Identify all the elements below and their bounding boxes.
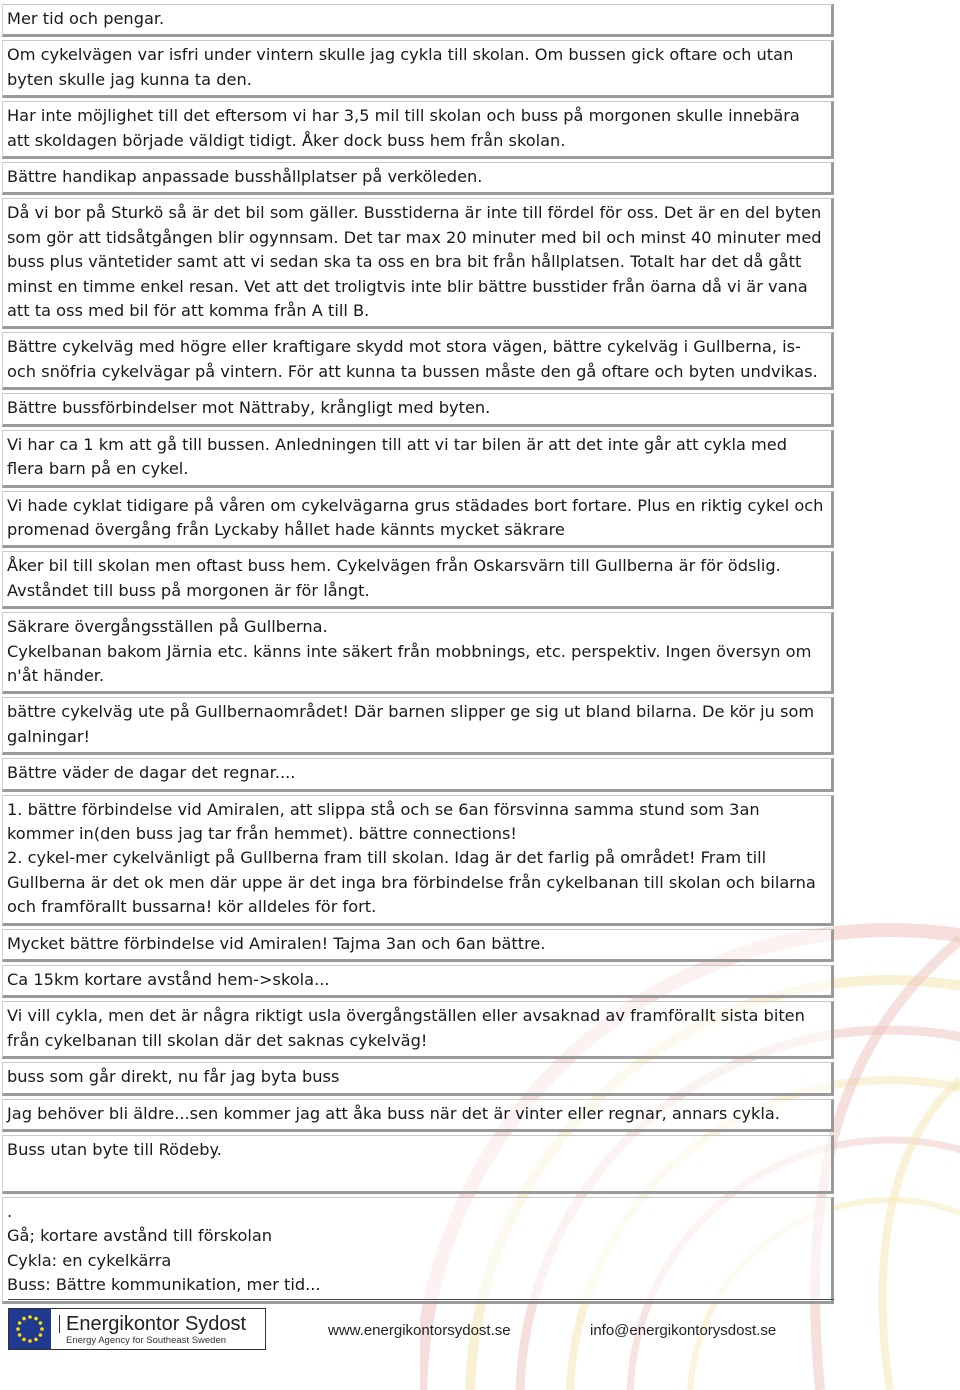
response-cell: Jag behöver bli äldre...sen kommer jag att åka buss när det är vinter eller regnar, annars cykla. — [2, 1099, 834, 1132]
response-cell: Bättre handikap anpassade busshållplatser på verköleden. — [2, 162, 834, 195]
response-cell: Ca 15km kortare avstånd hem->skola... — [2, 965, 834, 998]
response-cell: Då vi bor på Sturkö så är det bil som gäller. Busstiderna är inte till fördel för oss. Det är en del byten som gör att tidsåtgången blir ogynnsam. Det tar max 20 minuter med bil och minst 40 minuter med buss plus väntetider samt att vi sedan ska ta oss en bra bit från hållplatsen. Totalt har det då gått minst en timme enkel resan. Vet att det troligtvis inte blir bättre busstider från öarna då vi är vana att ta oss med bil för att komma från A till B. — [2, 198, 834, 329]
response-cell: Om cykelvägen var isfri under vintern skulle jag cykla till skolan. Om bussen gick oftare och utan byten skulle jag kunna ta den. — [2, 40, 834, 98]
website-link[interactable]: www.energikontorsydost.se — [328, 1322, 511, 1339]
response-cell: Mycket bättre förbindelse vid Amiralen! Tajma 3an och 6an bättre. — [2, 929, 834, 962]
email-link[interactable]: info@energikontorysdost.se — [590, 1322, 777, 1339]
response-cell: Buss utan byte till Rödeby. — [2, 1135, 834, 1194]
response-cell: . Gå; kortare avstånd till förskolan Cykla: en cykelkärra Buss: Bättre kommunikation, mer tid... — [2, 1197, 834, 1304]
response-cell: Bättre bussförbindelser mot Nättraby, krångligt med byten. — [2, 393, 834, 426]
response-cell: Har inte möjlighet till det eftersom vi har 3,5 mil till skolan och buss på morgonen skulle innebära att skoldagen började väldigt tidigt. Åker dock buss hem från skolan. — [2, 101, 834, 159]
response-cell: Säkrare övergångsställen på Gullberna. Cykelbanan bakom Järnia etc. känns inte säkert från mobbnings, etc. perspektiv. Ingen översyn om n'åt händer. — [2, 612, 834, 694]
response-cell: Åker bil till skolan men oftast buss hem. Cykelvägen från Oskarsvärn till Gullberna är för ödslig. Avståndet till buss på morgonen är för långt. — [2, 551, 834, 609]
response-list — [2, 4, 834, 1307]
response-cell: 1. bättre förbindelse vid Amiralen, att slippa stå och se 6an försvinna samma stund som 3an kommer in(den buss jag tar från hemmet). bättre connections! 2. cykel-mer cykelvänligt på Gullberna fram till skolan. Idag är det farlig på området! Fram till Gullberna är det ok men där uppe är det inga bra förbindelse från cykelbanan till skolan och bilarna och framförallt bussarna! kör alldeles för fort. — [2, 795, 834, 926]
response-cell: Mer tid och pengar. — [2, 4, 834, 37]
eu-flag-icon — [9, 1309, 51, 1349]
response-cell: Vi har ca 1 km att gå till bussen. Anledningen till att vi tar bilen är att det inte går att cykla med flera barn på en cykel. — [2, 430, 834, 488]
response-cell: Bättre väder de dagar det regnar.... — [2, 758, 834, 791]
footer-divider — [8, 1299, 834, 1300]
page-footer — [8, 1308, 834, 1352]
response-cell: buss som går direkt, nu får jag byta buss — [2, 1062, 834, 1095]
organization-logo — [8, 1308, 266, 1350]
response-cell: bättre cykelväg ute på Gullbernaområdet! Där barnen slipper ge sig ut bland bilarna. De kör ju som galningar! — [2, 697, 834, 755]
logo-subtitle: Energy Agency for Southeast Sweden — [66, 1334, 227, 1346]
response-cell: Vi vill cykla, men det är några riktigt usla övergångställen eller avsaknad av framförallt sista biten från cykelbanan till skolan där det saknas cykelväg! — [2, 1001, 834, 1059]
logo-title: Energikontor Sydost — [66, 1312, 247, 1335]
response-cell: Bättre cykelväg med högre eller kraftigare skydd mot stora vägen, bättre cykelväg i Gullberna, is- och snöfria cykelvägar på vintern. För att kunna ta bussen måste den gå oftare och byten undvikas. — [2, 332, 834, 390]
response-cell: Vi hade cyklat tidigare på våren om cykelvägarna grus städades bort fortare. Plus en riktig cykel och promenad övergång från Lyckaby hållet hade kännts mycket säkrare — [2, 491, 834, 549]
